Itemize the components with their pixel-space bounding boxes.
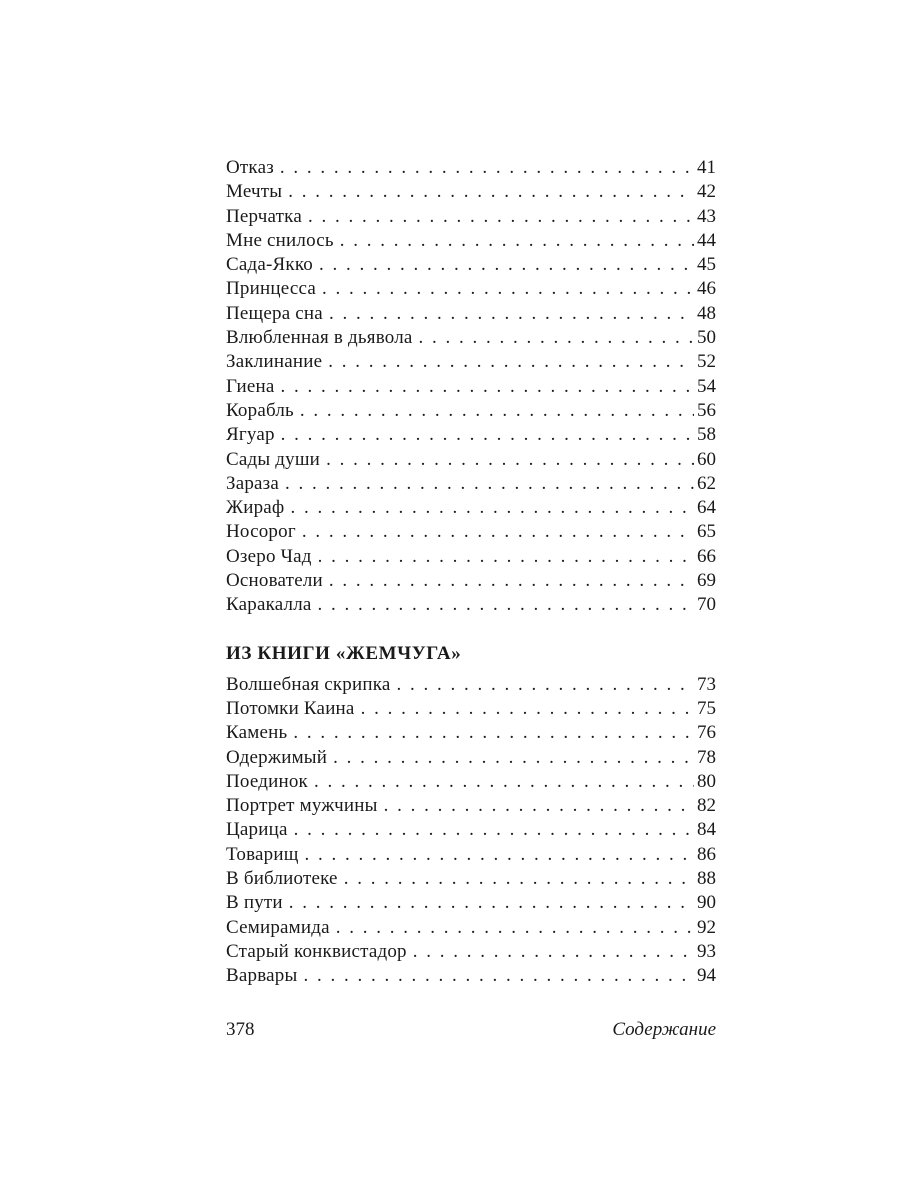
toc-entry-title: Сады души [226,448,321,470]
toc-entry-page: 86 [697,843,716,865]
dot-leader [329,302,694,326]
toc-entry [226,229,716,253]
toc-entry-title: Влюбленная в дьявола [226,327,413,349]
toc-entry-title: Мечты [226,181,283,203]
toc-entry [226,746,716,770]
toc-entry-title: Заклинание [226,351,323,373]
toc-entry [226,721,716,745]
toc-entry-title: Сада-Якко [226,254,314,276]
dot-leader [344,867,694,891]
toc-entry-page: 69 [697,570,716,592]
toc-entry [226,423,716,447]
toc-entry-title: Ягуар [226,424,275,446]
toc-entry [226,205,716,229]
toc-entry [226,520,716,544]
toc-entry-page: 93 [697,940,716,962]
toc-list-part-1 [226,156,716,618]
dot-leader [300,399,694,423]
dot-leader [340,229,694,253]
toc-entry [226,472,716,496]
toc-entry [226,277,716,301]
toc-entry [226,673,716,697]
toc-entry-title: Принцесса [226,278,316,300]
toc-entry-page: 84 [697,819,716,841]
toc-entry-page: 52 [697,351,716,373]
toc-entry-page: 73 [697,673,716,695]
toc-entry-page: 78 [697,746,716,768]
dot-leader [318,593,694,617]
toc-entry-title: Носорог [226,521,296,543]
toc-entry [226,545,716,569]
dot-leader [413,940,694,964]
dot-leader [281,423,694,447]
dot-leader [305,843,694,867]
toc-entry [226,843,716,867]
toc-entry-title: Варвары [226,965,298,987]
toc-entry-title: Пещера сна [226,302,323,324]
toc-entry-page: 48 [697,302,716,324]
dot-leader [308,205,694,229]
toc-entry-page: 65 [697,521,716,543]
toc-entry [226,302,716,326]
dot-leader [328,350,694,374]
toc-entry-page: 45 [697,254,716,276]
dot-leader [384,794,694,818]
toc-entry-title: Портрет мужчины [226,795,378,817]
toc-entry-page: 66 [697,545,716,567]
toc-entry-title: Зараза [226,472,280,494]
toc-entry [226,867,716,891]
toc-entry-page: 41 [697,157,716,178]
toc-entry-page: 50 [697,327,716,349]
toc-entry-page: 64 [697,497,716,519]
toc-entry [226,448,716,472]
toc-entry-title: Старый конквистадор [226,940,407,962]
toc-entry-page: 60 [697,448,716,470]
dot-leader [419,326,694,350]
toc-entry [226,569,716,593]
toc-entry-page: 70 [697,594,716,616]
dot-leader [314,770,694,794]
toc-entry-page: 43 [697,205,716,227]
dot-leader [293,721,694,745]
toc-entry-title: Каракалла [226,594,312,616]
toc-entry [226,156,716,180]
dot-leader [294,818,694,842]
toc-entry [226,794,716,818]
toc-entry [226,326,716,350]
toc-entry-title: Камень [226,722,288,744]
toc-entry [226,399,716,423]
toc-entry-page: 76 [697,722,716,744]
toc-entry [226,940,716,964]
toc-entry-title: Волшебная скрипка [226,673,391,695]
toc-entry-title: Перчатка [226,205,302,227]
dot-leader [289,891,694,915]
toc-entry-page: 92 [697,916,716,938]
toc-entry [226,496,716,520]
dot-leader [285,472,694,496]
toc-entry-title: Поединок [226,770,308,792]
dot-leader [336,916,694,940]
toc-entry [226,350,716,374]
toc-entry-page: 90 [697,892,716,914]
toc-entry-page: 42 [697,181,716,203]
toc-entry-page: 54 [697,375,716,397]
toc-entry-title: Отказ [226,157,274,178]
page-number: 378 [226,1019,255,1040]
page-footer [226,1018,716,1042]
toc-entry-title: Жираф [226,497,285,519]
toc-entry-page: 56 [697,399,716,421]
toc-entry-title: Царица [226,819,288,841]
toc-entry [226,916,716,940]
section-heading: ИЗ КНИГИ «ЖЕМЧУГА» [226,642,462,664]
dot-leader [397,673,694,697]
dot-leader [326,448,694,472]
dot-leader [318,545,694,569]
toc-list-part-2 [226,673,716,989]
dot-leader [361,697,694,721]
toc-entry-page: 94 [697,965,716,987]
dot-leader [302,520,694,544]
toc-entry [226,180,716,204]
toc-entry [226,770,716,794]
toc-entry-title: Товарищ [226,843,299,865]
dot-leader [280,375,694,399]
toc-entry-title: Мне снилось [226,229,334,251]
table-of-contents [226,156,716,989]
dot-leader [288,180,694,204]
toc-entry-page: 80 [697,770,716,792]
toc-entry-title: Потомки Каина [226,697,355,719]
toc-entry-page: 44 [697,229,716,251]
toc-entry-title: Семирамида [226,916,330,938]
toc-entry-page: 88 [697,868,716,890]
dot-leader [333,746,694,770]
toc-entry [226,253,716,277]
toc-entry-title: Одержимый [226,746,328,768]
toc-entry-title: Озеро Чад [226,545,312,567]
toc-entry [226,818,716,842]
toc-entry-title: Основатели [226,570,323,592]
toc-entry-title: Гиена [226,375,275,397]
toc-entry-page: 82 [697,795,716,817]
running-head: Содержание [612,1019,716,1040]
dot-leader [322,277,694,301]
dot-leader [303,964,694,988]
toc-entry-title: Корабль [226,399,294,421]
toc-entry-page: 75 [697,697,716,719]
toc-entry-title: В библиотеке [226,868,338,890]
toc-entry [226,375,716,399]
toc-entry-page: 46 [697,278,716,300]
toc-entry-page: 62 [697,472,716,494]
toc-entry-page: 58 [697,424,716,446]
toc-entry-title: В пути [226,892,283,914]
toc-entry [226,964,716,988]
dot-leader [280,156,694,180]
toc-entry [226,697,716,721]
dot-leader [329,569,694,593]
dot-leader [319,253,694,277]
dot-leader [290,496,694,520]
toc-entry [226,593,716,617]
toc-entry [226,891,716,915]
